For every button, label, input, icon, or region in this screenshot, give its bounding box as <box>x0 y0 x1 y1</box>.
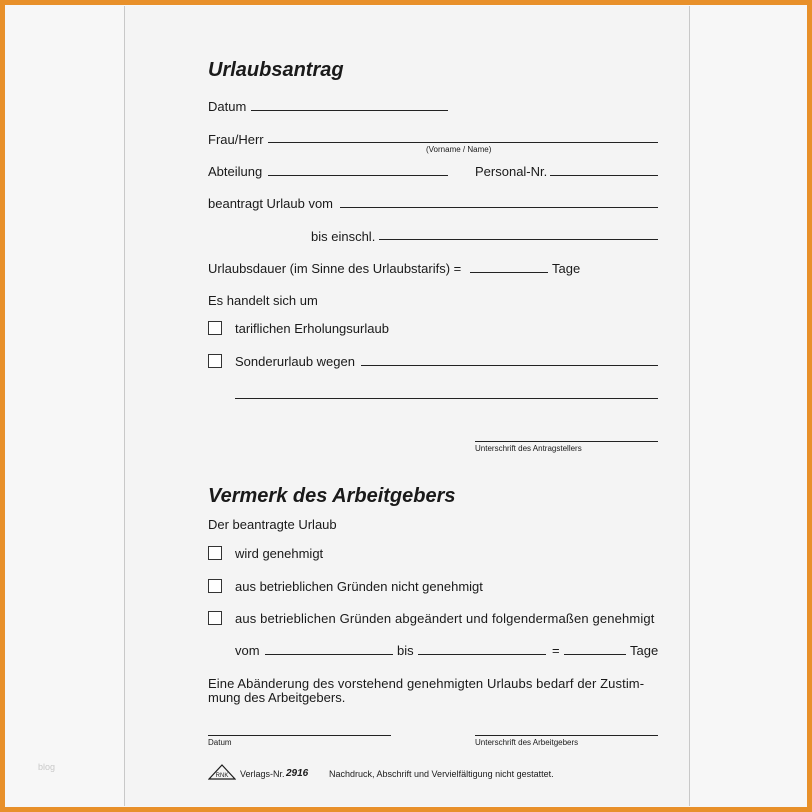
applicant-signature-field[interactable] <box>475 441 658 442</box>
employer-tage-label: Tage <box>630 643 659 658</box>
personal-nr-label: Personal-Nr. <box>475 164 548 179</box>
datum-label: Datum <box>208 99 247 114</box>
note-line-1: Eine Abänderung des vorstehend genehmigten Urlaubs bedarf der Zustim- <box>208 676 645 691</box>
employer-vom-label: vom <box>235 643 260 658</box>
approved-checkbox[interactable] <box>208 546 222 560</box>
tariflich-checkbox[interactable] <box>208 321 222 335</box>
tariflich-label: tariflichen Erholungsurlaub <box>235 321 389 336</box>
employer-bis-label: bis <box>397 643 414 658</box>
bis-label: bis einschl. <box>311 229 376 244</box>
abteilung-label: Abteilung <box>208 164 263 179</box>
employer-signature-field[interactable] <box>475 735 658 736</box>
datum-field[interactable] <box>251 110 448 111</box>
employer-intro: Der beantragte Urlaub <box>208 517 337 532</box>
personal-nr-field[interactable] <box>550 175 658 176</box>
employer-datum-label: Datum <box>208 738 232 747</box>
publisher-logo <box>208 764 236 780</box>
employer-datum-field[interactable] <box>208 735 391 736</box>
name-hint: (Vorname / Name) <box>426 145 492 154</box>
copyright-notice: Nachdruck, Abschrift und Vervielfältigung nicht gestattet. <box>329 769 554 779</box>
employer-bis-field[interactable] <box>418 654 546 655</box>
employer-title: Vermerk des Arbeitgebers <box>208 485 456 507</box>
dauer-field[interactable] <box>470 272 548 273</box>
logo-text: RNK <box>215 773 229 779</box>
sonderurlaub-checkbox[interactable] <box>208 354 222 368</box>
abteilung-field[interactable] <box>268 175 448 176</box>
name-label: Frau/Herr <box>208 132 264 147</box>
sonderurlaub-reason-line2[interactable] <box>235 398 658 399</box>
applicant-signature-label: Unterschrift des Antragstellers <box>475 444 582 453</box>
employer-equals: = <box>552 643 560 658</box>
approved-label: wird genehmigt <box>235 546 324 561</box>
vom-label: beantragt Urlaub vom <box>208 196 334 211</box>
note-line-2: mung des Arbeitgebers. <box>208 690 346 705</box>
verlag-number: 2916 <box>286 768 309 779</box>
name-field[interactable] <box>268 142 658 143</box>
form-title: Urlaubsantrag <box>208 59 344 81</box>
sonderurlaub-label: Sonderurlaub wegen <box>235 354 355 369</box>
vom-field[interactable] <box>340 207 658 208</box>
dauer-label: Urlaubsdauer (im Sinne des Urlaubstarifs) = <box>208 261 462 276</box>
verlag-label: Verlags-Nr. <box>240 769 285 779</box>
modified-checkbox[interactable] <box>208 611 222 625</box>
rejected-checkbox[interactable] <box>208 579 222 593</box>
form-sheet <box>124 6 690 806</box>
bis-field[interactable] <box>379 239 658 240</box>
handelt-label: Es handelt sich um <box>208 293 318 308</box>
watermark: blog <box>38 762 56 772</box>
sonderurlaub-reason-field[interactable] <box>361 365 658 366</box>
modified-label: aus betrieblichen Gründen abgeändert und folgendermaßen genehmigt <box>235 611 655 626</box>
employer-signature-label: Unterschrift des Arbeitgebers <box>475 738 579 747</box>
employer-tage-field[interactable] <box>564 654 626 655</box>
tage-label: Tage <box>552 261 581 276</box>
employer-vom-field[interactable] <box>265 654 393 655</box>
rejected-label: aus betrieblichen Gründen nicht genehmigt <box>235 579 483 594</box>
